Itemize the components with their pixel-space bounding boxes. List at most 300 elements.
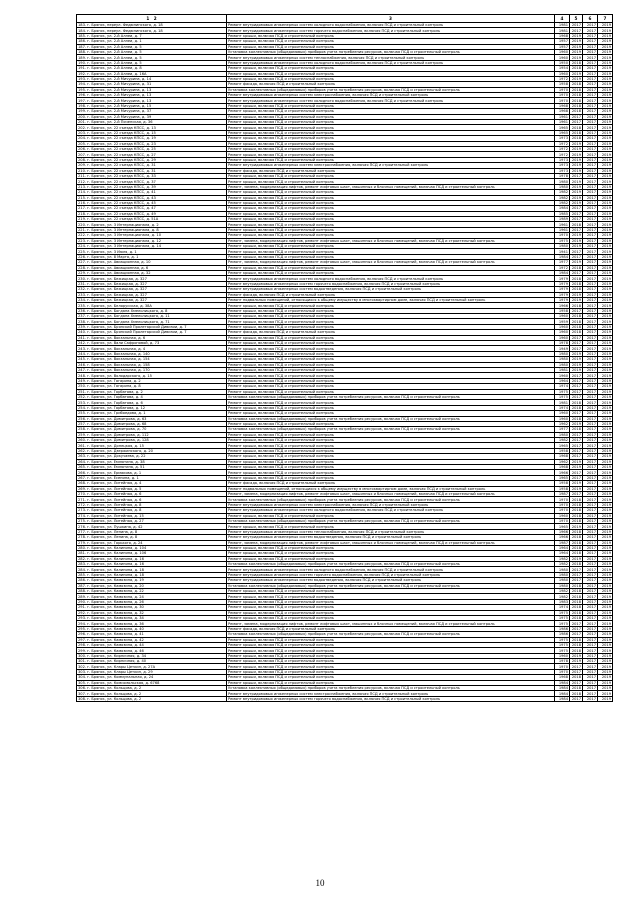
- address-cell: 184. г. Брянск, переул. Федюнинского, д. 18: [77, 28, 227, 33]
- work-type-cell: Ремонт крыши, включая ПСД и строительный контроль: [227, 642, 555, 647]
- year-cell: 2019: [598, 93, 613, 98]
- year-cell: 2019: [598, 438, 613, 443]
- year-cell: 2019: [598, 475, 613, 480]
- year-cell: 2019: [598, 200, 613, 205]
- year-cell: 2019: [570, 157, 583, 162]
- year-cell: 2019: [570, 55, 583, 60]
- work-type-cell: Установка коллективных (общедомовых) приборов учета потребления ресурсов, включая ПСД и строительный контроль: [227, 427, 555, 432]
- year-cell: 2017: [583, 211, 598, 216]
- year-cell: 2018: [570, 686, 583, 691]
- work-type-cell: Ремонт внутридомовых инженерных систем электроснабжения, включая ПСД и строительный контроль: [227, 502, 555, 507]
- year-cell: 2019: [598, 481, 613, 486]
- year-cell: 2017: [583, 421, 598, 426]
- work-type-cell: Ремонт внутридомовых инженерных систем холодного водоснабжения, включая ПСД и строительный контроль: [227, 567, 555, 572]
- year-cell: 2018: [570, 642, 583, 647]
- year-cell: 2018: [570, 287, 583, 292]
- year-cell: 2019: [598, 545, 613, 550]
- year-cell: 1957: [555, 39, 570, 44]
- year-cell: 2017: [583, 502, 598, 507]
- year-cell: 2017: [583, 632, 598, 637]
- year-cell: 2019: [598, 513, 613, 518]
- year-cell: 2018: [570, 599, 583, 604]
- address-cell: 224. г. Брянск, ул. 3 Интернационала, д. 14: [77, 244, 227, 249]
- year-cell: 2018: [570, 265, 583, 270]
- year-cell: 1962: [555, 459, 570, 464]
- work-type-cell: Ремонт крыши, включая ПСД и строительный контроль: [227, 308, 555, 313]
- year-cell: 2019: [598, 637, 613, 642]
- year-cell: 2019: [598, 206, 613, 211]
- work-type-cell: Ремонт крыши, включая ПСД и строительный контроль: [227, 211, 555, 216]
- year-cell: 2017: [583, 190, 598, 195]
- year-cell: 2017: [583, 491, 598, 496]
- year-cell: 1964: [555, 378, 570, 383]
- year-cell: 2017: [583, 562, 598, 567]
- address-cell: 193. г. Брянск, ул. 2-й Мичурина, д. 14: [77, 76, 227, 81]
- work-type-cell: Ремонт крыши, включая ПСД и строительный контроль: [227, 384, 555, 389]
- year-cell: 2018: [570, 610, 583, 615]
- work-type-cell: Ремонт внутридомовых инженерных систем теплоснабжения, включая ПСД и строительный контроль: [227, 55, 555, 60]
- work-type-cell: Установка коллективных (общедомовых) приборов учета потребления ресурсов, включая ПСД и строительный контроль: [227, 518, 555, 523]
- table-body: [77, 23, 613, 702]
- repair-plan-table: [76, 14, 613, 702]
- header-cell-work: 3: [227, 15, 555, 23]
- work-type-cell: Ремонт крыши, включая ПСД и строительный контроль: [227, 675, 555, 680]
- year-cell: 2017: [583, 518, 598, 523]
- address-cell: 203. г. Брянск, ул. 22 съезда КПСС, д. 15: [77, 130, 227, 135]
- work-type-cell: Ремонт крыши, включая ПСД и строительный контроль: [227, 39, 555, 44]
- address-cell: 229. г. Брянск, ул. Авиационная, д. 32: [77, 270, 227, 275]
- work-type-cell: Ремонт крыши, включая ПСД и строительный контроль: [227, 103, 555, 108]
- address-cell: 238. г. Брянск, ул. Богдана Хмельницкого, д. 71: [77, 319, 227, 324]
- year-cell: 2019: [570, 190, 583, 195]
- year-cell: 2017: [570, 669, 583, 674]
- year-cell: 2019: [598, 76, 613, 81]
- year-cell: 2017: [583, 664, 598, 669]
- work-type-cell: Ремонт фасада, включая ПСД и строительный контроль: [227, 626, 555, 631]
- year-cell: 2019: [570, 184, 583, 189]
- year-cell: 2019: [598, 49, 613, 54]
- work-type-cell: Ремонт крыши, включая ПСД и строительный контроль: [227, 125, 555, 130]
- address-cell: 234. г. Брянск, ул. Бежицкая, д. 327: [77, 297, 227, 302]
- year-cell: 2017: [570, 23, 583, 28]
- year-cell: 2017: [583, 270, 598, 275]
- year-cell: 1979: [555, 287, 570, 292]
- year-cell: 2017: [570, 384, 583, 389]
- work-type-cell: Ремонт внутридомовых инженерных систем горячего водоснабжения, включая ПСД и строительный контроль: [227, 28, 555, 33]
- year-cell: 2017: [583, 60, 598, 65]
- work-type-cell: Ремонт внутридомовых инженерных систем электроснабжения, включая ПСД и строительный контроль: [227, 163, 555, 168]
- work-type-cell: Ремонт внутридомовых инженерных систем водоотведения, включая ПСД и строительный контроль: [227, 535, 555, 540]
- year-cell: 2018: [570, 615, 583, 620]
- year-cell: 2018: [570, 545, 583, 550]
- address-cell: 236. г. Брянск, ул. Богдана Хмельницкого, д. 8: [77, 308, 227, 313]
- year-cell: 2017: [570, 470, 583, 475]
- work-type-cell: Ремонт крыши, включая ПСД и строительный контроль: [227, 378, 555, 383]
- year-cell: 2017: [583, 648, 598, 653]
- year-cell: 1960: [555, 71, 570, 76]
- year-cell: 2017: [570, 454, 583, 459]
- work-type-cell: Ремонт крыши, включая ПСД и строительный контроль: [227, 173, 555, 178]
- year-cell: 2019: [570, 152, 583, 157]
- address-cell: 306. г. Брянск, ул. Кольцова, д. 2: [77, 686, 227, 691]
- address-cell: 278. г. Брянск, ул. Ленина, д. 8: [77, 535, 227, 540]
- address-cell: 215. г. Брянск, ул. 22 съезда КПСС, д. 43: [77, 195, 227, 200]
- year-cell: 2017: [583, 394, 598, 399]
- work-type-cell: Ремонт крыши, включая ПСД и строительный контроль: [227, 653, 555, 658]
- work-type-cell: Ремонт крыши, включая ПСД и строительный контроль: [227, 680, 555, 685]
- year-cell: 1968: [555, 454, 570, 459]
- year-cell: 1982: [555, 438, 570, 443]
- address-cell: 202. г. Брянск, ул. 22 съезда КПСС, д. 13: [77, 125, 227, 130]
- year-cell: 2018: [570, 594, 583, 599]
- year-cell: 2019: [570, 44, 583, 49]
- year-cell: 1973: [555, 136, 570, 141]
- year-cell: 1970: [555, 518, 570, 523]
- address-cell: 280. г. Брянск, ул. Калинина, д. 104: [77, 545, 227, 550]
- work-type-cell: Ремонт крыши, включая ПСД и строительный контроль: [227, 411, 555, 416]
- year-cell: 2018: [570, 93, 583, 98]
- year-cell: 2019: [598, 314, 613, 319]
- year-cell: 2019: [598, 82, 613, 87]
- year-cell: 1964: [555, 545, 570, 550]
- work-type-cell: Ремонт внутридомовых инженерных систем холодного водоснабжения, включая ПСД и строительный контроль: [227, 23, 555, 28]
- year-cell: 2019: [598, 179, 613, 184]
- work-type-cell: Ремонт крыши, включая ПСД и строительный контроль: [227, 109, 555, 114]
- year-cell: 2017: [583, 217, 598, 222]
- year-cell: 2019: [598, 297, 613, 302]
- year-cell: 2019: [598, 621, 613, 626]
- document-sheet: [76, 14, 612, 702]
- year-cell: 1970: [555, 233, 570, 238]
- year-cell: 2019: [598, 691, 613, 696]
- year-cell: 2017: [583, 136, 598, 141]
- year-cell: 2019: [598, 384, 613, 389]
- year-cell: 2018: [570, 589, 583, 594]
- year-cell: 1965: [555, 443, 570, 448]
- year-cell: 2019: [598, 346, 613, 351]
- year-cell: 1975: [555, 394, 570, 399]
- address-cell: 291. г. Брянск, ул. Камозина, д. 30: [77, 605, 227, 610]
- year-cell: 2019: [598, 260, 613, 265]
- year-cell: 1980: [555, 567, 570, 572]
- year-cell: 1964: [555, 551, 570, 556]
- work-type-cell: Ремонт крыши, включая ПСД и строительный контроль: [227, 545, 555, 550]
- year-cell: 2018: [570, 319, 583, 324]
- work-type-cell: Ремонт крыши, включая ПСД и строительный контроль: [227, 254, 555, 259]
- year-cell: 2018: [570, 502, 583, 507]
- header-cell-year: 4: [555, 15, 570, 23]
- year-cell: 2019: [598, 459, 613, 464]
- year-cell: 1986: [555, 626, 570, 631]
- year-cell: 2019: [598, 55, 613, 60]
- year-cell: 2017: [570, 173, 583, 178]
- year-cell: 2019: [598, 120, 613, 125]
- year-cell: 1950: [555, 60, 570, 65]
- year-cell: 1979: [555, 292, 570, 297]
- year-cell: 2019: [598, 281, 613, 286]
- address-cell: 298. г. Брянск, ул. Камозина, д. 44: [77, 642, 227, 647]
- year-cell: 2018: [570, 637, 583, 642]
- year-cell: 2017: [570, 378, 583, 383]
- year-cell: 2019: [598, 341, 613, 346]
- year-cell: 2019: [598, 130, 613, 135]
- work-type-cell: Ремонт крыши, включая ПСД и строительный контроль: [227, 648, 555, 653]
- year-cell: 2017: [583, 551, 598, 556]
- address-cell: 297. г. Брянск, ул. Камозина, д. 42: [77, 637, 227, 642]
- year-cell: 2018: [570, 405, 583, 410]
- work-type-cell: Ремонт крыши, включая ПСД и строительный контроль: [227, 594, 555, 599]
- year-cell: 2017: [583, 297, 598, 302]
- year-cell: 1977: [555, 260, 570, 265]
- year-cell: 2019: [598, 114, 613, 119]
- year-cell: 1973: [555, 168, 570, 173]
- year-cell: 1978: [555, 173, 570, 178]
- year-cell: 1975: [555, 621, 570, 626]
- year-cell: 2019: [570, 33, 583, 38]
- year-cell: 2017: [583, 49, 598, 54]
- work-type-cell: Ремонт крыши, включая ПСД и строительный контроль: [227, 249, 555, 254]
- work-type-cell: Ремонт крыши, включая ПСД и строительный контроль: [227, 66, 555, 71]
- year-cell: 2017: [583, 254, 598, 259]
- year-cell: 1982: [555, 562, 570, 567]
- address-cell: 196. г. Брянск, ул. 2-й Мичурина, д. 13: [77, 93, 227, 98]
- year-cell: 2018: [570, 324, 583, 329]
- work-type-cell: Ремонт фасада, включая ПСД и строительный контроль: [227, 330, 555, 335]
- year-cell: 2017: [583, 545, 598, 550]
- work-type-cell: Ремонт крыши, включая ПСД и строительный контроль: [227, 459, 555, 464]
- address-cell: 240. г. Брянск, ул. Брянский Пролетарской Дивизии, д. 7: [77, 330, 227, 335]
- address-cell: 267. г. Брянск, ул. Есенина, д. 1: [77, 475, 227, 480]
- year-cell: 2018: [570, 125, 583, 130]
- year-cell: 2017: [570, 621, 583, 626]
- address-cell: 300. г. Брянск, ул. Кирпичная, д. 34: [77, 653, 227, 658]
- year-cell: 2019: [598, 71, 613, 76]
- year-cell: 1984: [555, 206, 570, 211]
- year-cell: 2018: [570, 518, 583, 523]
- year-cell: 2019: [598, 136, 613, 141]
- year-cell: 2017: [583, 389, 598, 394]
- work-type-cell: Установка коллективных (общедомовых) приборов учета потребления ресурсов, включая ПСД и строительный контроль: [227, 49, 555, 54]
- work-type-cell: Ремонт внутридомовых инженерных систем холодного водоснабжения, включая ПСД и строительный контроль: [227, 98, 555, 103]
- address-cell: 214. г. Брянск, ул. 22 съезда КПСС, д. 41: [77, 190, 227, 195]
- year-cell: 2017: [583, 206, 598, 211]
- work-type-cell: Ремонт внутридомовых инженерных систем водоотведения, включая ПСД и строительный контроль: [227, 578, 555, 583]
- year-cell: 2019: [598, 270, 613, 275]
- year-cell: 2019: [598, 686, 613, 691]
- year-cell: 2019: [598, 308, 613, 313]
- address-cell: 227. г. Брянск, ул. Авиационная, д. 10: [77, 260, 227, 265]
- year-cell: 2019: [598, 465, 613, 470]
- year-cell: 2019: [598, 632, 613, 637]
- year-cell: 2019: [570, 244, 583, 249]
- year-cell: 2019: [570, 141, 583, 146]
- year-cell: 2019: [570, 297, 583, 302]
- year-cell: 1954: [555, 66, 570, 71]
- year-cell: 2019: [598, 227, 613, 232]
- work-type-cell: Ремонт крыши, включая ПСД и строительный контроль: [227, 551, 555, 556]
- year-cell: 1941: [555, 249, 570, 254]
- year-cell: 2017: [583, 454, 598, 459]
- year-cell: 2017: [583, 335, 598, 340]
- year-cell: 2019: [570, 200, 583, 205]
- year-cell: 2017: [583, 249, 598, 254]
- year-cell: 2017: [583, 384, 598, 389]
- year-cell: 1980: [555, 184, 570, 189]
- work-type-cell: Ремонт крыши, включая ПСД и строительный контроль: [227, 152, 555, 157]
- work-type-cell: Ремонт внутридомовых инженерных систем электроснабжения, включая ПСД и строительный контроль: [227, 93, 555, 98]
- year-cell: 2017: [570, 206, 583, 211]
- address-cell: 294. г. Брянск, ул. Камозина, д. 36: [77, 621, 227, 626]
- address-cell: 245. г. Брянск, ул. Вокзальная, д. 154: [77, 357, 227, 362]
- year-cell: 1980: [555, 578, 570, 583]
- year-cell: 2018: [570, 222, 583, 227]
- work-type-cell: Ремонт крыши, включая ПСД и строительный контроль: [227, 362, 555, 367]
- header-cell-4: 5: [570, 15, 583, 23]
- year-cell: 1984: [555, 270, 570, 275]
- year-cell: 2017: [570, 632, 583, 637]
- year-cell: 2017: [583, 184, 598, 189]
- year-cell: 2017: [583, 146, 598, 151]
- year-cell: 1960: [555, 653, 570, 658]
- year-cell: 1989: [555, 217, 570, 222]
- work-type-cell: Ремонт крыши, включая ПСД и строительный контроль: [227, 368, 555, 373]
- year-cell: 1972: [555, 152, 570, 157]
- address-cell: 217. г. Брянск, ул. 22 съезда КПСС, д. 47: [77, 206, 227, 211]
- year-cell: 2019: [598, 39, 613, 44]
- year-cell: 2019: [598, 540, 613, 545]
- header-cell-6: 7: [598, 15, 613, 23]
- address-cell: 275. г. Брянск, ул. Литейная, д. 27: [77, 518, 227, 523]
- year-cell: 2017: [583, 120, 598, 125]
- address-cell: 230. г. Брянск, ул. Бежицкая, д. 327: [77, 276, 227, 281]
- header-row: [77, 15, 613, 23]
- year-cell: 2017: [583, 341, 598, 346]
- year-cell: 2017: [583, 524, 598, 529]
- work-type-cell: Ремонт крыши, включая ПСД и строительный контроль: [227, 303, 555, 308]
- address-cell: 247. г. Брянск, ул. Вокзальная, д. 170: [77, 368, 227, 373]
- year-cell: 1974: [555, 405, 570, 410]
- year-cell: 2019: [598, 276, 613, 281]
- work-type-cell: Ремонт крыши, включая ПСД и строительный контроль: [227, 357, 555, 362]
- work-type-cell: Ремонт крыши, включая ПСД и строительный контроль: [227, 615, 555, 620]
- year-cell: 1982: [555, 594, 570, 599]
- address-cell: 218. г. Брянск, ул. 22 съезда КПСС, д. 49: [77, 211, 227, 216]
- year-cell: 1966: [555, 470, 570, 475]
- year-cell: 1982: [555, 200, 570, 205]
- work-type-cell: Ремонт, замена, модернизация лифтов, ремонт лифтовых шахт, машинных и блочных помещений, включая ПСД и строительный контроль: [227, 238, 555, 243]
- year-cell: 1972: [555, 265, 570, 270]
- year-cell: 2017: [583, 141, 598, 146]
- address-cell: 220. г. Брянск, ул. 3 Интернационала, д. 2: [77, 222, 227, 227]
- year-cell: 2019: [598, 518, 613, 523]
- year-cell: 2019: [570, 357, 583, 362]
- year-cell: 1970: [555, 508, 570, 513]
- address-cell: 212. г. Брянск, ул. 22 съезда КПСС, д. 37: [77, 179, 227, 184]
- address-cell: 255. г. Брянск, ул. Грибоедова, д. 1: [77, 411, 227, 416]
- work-type-cell: Ремонт внутридомовых инженерных систем водоотведения, включая ПСД и строительный контроль: [227, 287, 555, 292]
- year-cell: 2019: [570, 556, 583, 561]
- address-cell: 276. г. Брянск, ул. Пушкина, д. 42: [77, 524, 227, 529]
- year-cell: 2017: [583, 152, 598, 157]
- year-cell: 2018: [570, 675, 583, 680]
- year-cell: 1979: [555, 281, 570, 286]
- year-cell: 2019: [598, 443, 613, 448]
- year-cell: 1965: [555, 475, 570, 480]
- year-cell: 2019: [570, 524, 583, 529]
- work-type-cell: Ремонт крыши, включая ПСД и строительный контроль: [227, 206, 555, 211]
- work-type-cell: Ремонт внутридомовых инженерных систем горячего водоснабжения, включая ПСД и строительный контроль: [227, 572, 555, 577]
- work-type-cell: Ремонт крыши, включая ПСД и строительный контроль: [227, 136, 555, 141]
- year-cell: 2017: [583, 373, 598, 378]
- year-cell: 2017: [583, 265, 598, 270]
- year-cell: 2019: [598, 265, 613, 270]
- year-cell: 1979: [555, 297, 570, 302]
- year-cell: 2019: [598, 589, 613, 594]
- year-cell: 2018: [570, 508, 583, 513]
- year-cell: 2019: [598, 109, 613, 114]
- year-cell: 2019: [598, 152, 613, 157]
- year-cell: 2019: [570, 39, 583, 44]
- year-cell: 1958: [555, 448, 570, 453]
- address-cell: 243. г. Брянск, ул. Вокзальная, д. 4: [77, 346, 227, 351]
- address-cell: 228. г. Брянск, ул. Авиационная, д. 6: [77, 265, 227, 270]
- year-cell: 1977: [555, 427, 570, 432]
- address-cell: 303. г. Брянск, ул. Клары Цеткин, д. 29: [77, 669, 227, 674]
- year-cell: 2017: [570, 411, 583, 416]
- year-cell: 2017: [583, 432, 598, 437]
- year-cell: 2018: [570, 103, 583, 108]
- year-cell: 2019: [570, 163, 583, 168]
- address-cell: 274. г. Брянск, ул. Литейная, д. 15: [77, 513, 227, 518]
- address-cell: 277. г. Брянск, ул. Ленина, д. 8: [77, 529, 227, 534]
- year-cell: 2019: [598, 373, 613, 378]
- address-cell: 209. г. Брянск, ул. 22 съезда КПСС, д. 31: [77, 163, 227, 168]
- work-type-cell: Ремонт внутридомовых инженерных систем теплоснабжения, включая ПСД и строительный контроль: [227, 529, 555, 534]
- address-cell: 241. г. Брянск, ул. Вокзальная, д. 6: [77, 335, 227, 340]
- year-cell: 2017: [583, 589, 598, 594]
- work-type-cell: Ремонт крыши, включая ПСД и строительный контроль: [227, 314, 555, 319]
- year-cell: 2017: [583, 130, 598, 135]
- work-type-cell: Ремонт крыши, включая ПСД и строительный контроль: [227, 470, 555, 475]
- address-cell: 226. г. Брянск, ул. 8 Марта, д. 1: [77, 254, 227, 259]
- year-cell: 2017: [583, 314, 598, 319]
- year-cell: 2019: [598, 125, 613, 130]
- page-number: 10: [315, 878, 325, 888]
- work-type-cell: Ремонт крыши, включая ПСД и строительный контроль: [227, 265, 555, 270]
- year-cell: 2017: [583, 157, 598, 162]
- year-cell: 2017: [583, 114, 598, 119]
- address-cell: 188. г. Брянск, ул. 2-й Аллеи, д. 5: [77, 49, 227, 54]
- work-type-cell: Ремонт внутридомовых инженерных систем электроснабжения, включая ПСД и строительный контроль: [227, 691, 555, 696]
- year-cell: 2017: [583, 653, 598, 658]
- year-cell: 1975: [555, 642, 570, 647]
- year-cell: 1980: [555, 362, 570, 367]
- year-cell: 2017: [583, 93, 598, 98]
- year-cell: 2019: [598, 319, 613, 324]
- year-cell: 2019: [598, 432, 613, 437]
- year-cell: 2017: [583, 621, 598, 626]
- year-cell: 2019: [570, 71, 583, 76]
- year-cell: 1970: [555, 87, 570, 92]
- year-cell: 1975: [555, 389, 570, 394]
- year-cell: 2017: [570, 120, 583, 125]
- year-cell: 1961: [555, 227, 570, 232]
- year-cell: 2019: [570, 368, 583, 373]
- work-type-cell: Ремонт крыши, включая ПСД и строительный контроль: [227, 589, 555, 594]
- year-cell: 2017: [570, 114, 583, 119]
- year-cell: 2017: [583, 260, 598, 265]
- year-cell: 2018: [570, 136, 583, 141]
